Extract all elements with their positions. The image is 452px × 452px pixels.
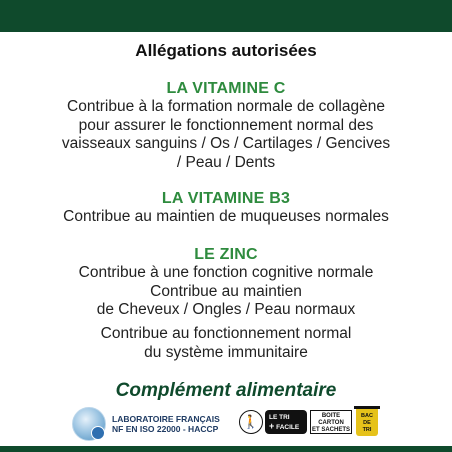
body-line: pour assurer le fonctionnement normal des [78, 116, 374, 134]
tri-facile-badge [265, 410, 307, 434]
body-line: de Cheveux / Ongles / Peau normaux [96, 301, 356, 318]
body-line: Contribue à une fonction cognitive normale [78, 264, 374, 281]
section-body-vitamin-b3 [0, 208, 452, 227]
section-body-vitamin-c [0, 98, 452, 172]
tri-destination-box [310, 410, 352, 434]
lab-line: NF EN ISO 22000 - HACCP [112, 424, 219, 434]
body-line: / Peau / Dents [176, 153, 276, 171]
section-title-vitamin-c: LA VITAMINE C [166, 80, 286, 97]
section-title-vitamin-b3: LA VITAMINE B3 [161, 190, 291, 207]
triman-icon: 🚶 [239, 410, 263, 434]
dest-line: ET SACHETS [311, 427, 350, 433]
body-line: Contribue au fonctionnement normal [100, 325, 352, 342]
body-line: vaisseaux sanguins / Os / Cartilages / Gencives [61, 135, 391, 152]
body-line: Contribue au maintien [150, 282, 302, 300]
body-line: Contribue à la formation normale de collagène [67, 98, 385, 115]
bin-line: BAC [361, 413, 373, 419]
tri-line: FACILE [276, 424, 300, 431]
tri-line: LE TRI [269, 414, 290, 421]
section-body-zinc [0, 264, 452, 320]
body-line: du système immunitaire [144, 343, 308, 361]
tri-plus: + [269, 421, 275, 431]
dest-line: BOITE [321, 413, 341, 419]
complement-label: Complément alimentaire [115, 380, 337, 401]
body-line: Contribue au maintien de muqueuses normales [63, 208, 389, 225]
lab-certification-text [112, 414, 220, 434]
bottom-banner [0, 446, 452, 452]
bin-line: TRI [362, 427, 372, 433]
section-body-zinc-immune [0, 325, 452, 362]
top-banner [0, 0, 452, 32]
lab-line: LABORATOIRE FRANÇAIS [112, 414, 220, 424]
dest-line: CARTON [318, 420, 344, 426]
lab-certification [72, 408, 220, 440]
recycling-bin-icon [356, 408, 378, 436]
section-title-zinc: LE ZINC [194, 246, 258, 263]
certification-globe-icon [72, 407, 106, 441]
bin-line: DE [363, 420, 371, 426]
page-heading: Allégations autorisées [135, 41, 317, 60]
